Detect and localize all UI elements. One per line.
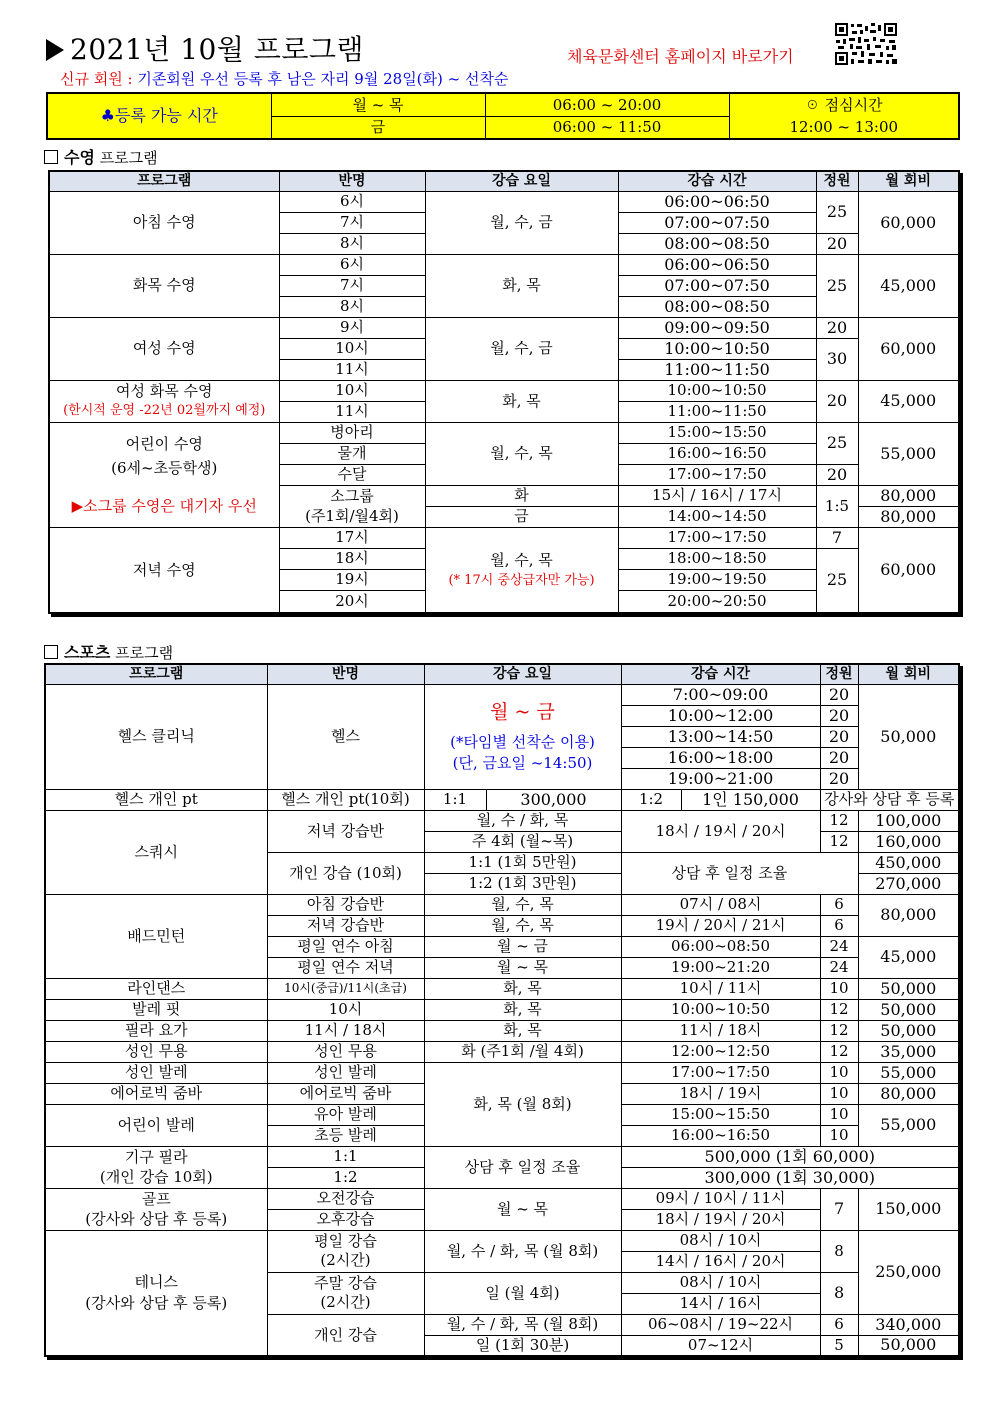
section-title-rest: 프로그램 [110,644,174,662]
class-name: 19시 [279,569,425,590]
program-name: 어린이 발레 [45,1104,267,1146]
col-header: 강습 요일 [425,171,618,191]
program-name: 성인 발레 [45,1062,267,1083]
class-name: 소그룹 [279,485,425,506]
class-time: 06:00~06:50 [618,191,816,212]
class-days: 화, 목 [424,1020,621,1041]
tennis-class: 주말 강습 [314,1273,377,1292]
class-time: 11:00~11:50 [618,401,816,422]
class-name [267,1230,424,1272]
class-name: 성인 발레 [267,1062,424,1083]
class-days: 월, 수, 목 [424,915,621,936]
class-time: 10:00~12:00 [621,705,820,726]
class-name: 초등 발레 [267,1125,424,1146]
class-name: 10시 [279,338,425,359]
class-days: 1:1 (1회 5만원) [424,852,621,873]
program-sub: (개인 강습 10회) [45,1167,267,1188]
class-name: 10시 [279,380,425,401]
class-name: 8시 [279,233,425,254]
monthly-fee: 450,000 [858,852,959,873]
class-time: 07:00~07:50 [618,275,816,296]
monthly-fee: 50,000 [858,684,959,789]
capacity: 6 [820,915,858,936]
monthly-fee: 80,000 [858,1083,959,1104]
class-time: 06~08시 / 19~22시 [621,1314,820,1335]
class-name: 11시 [279,401,425,422]
pt-ratio: 1:1 [424,789,486,810]
reg-days: 월 ~ 목 [271,93,485,116]
page-title [46,28,364,68]
class-time [621,852,858,894]
program-name: 배드민턴 [45,894,267,978]
sports-program-table [44,663,960,1357]
class-days: 화, 목 (월 8회) [424,1062,621,1146]
class-name: 오후강습 [267,1209,424,1230]
class-time: 08:00~08:50 [618,296,816,317]
col-header: 월 회비 [858,664,959,684]
capacity: 25 [816,548,858,613]
class-time: 07:00~07:50 [618,212,816,233]
class-days: 주 4회 (월~목) [424,831,621,852]
class-name: 11시 / 18시 [267,1020,424,1041]
registration-label: ♣등록 가능 시간 [47,93,271,139]
class-time: 19:00~21:00 [621,768,820,789]
capacity: 8 [820,1272,858,1314]
capacity: 25 [816,254,858,317]
program-name: 스쿼시 [45,810,267,894]
class-days: 화, 목 [425,254,618,317]
monthly-fee: 100,000 [858,810,959,831]
health-note: (단, 금요일 ~14:50) [452,753,593,772]
class-days: 화 (주1회 /월 4회) [424,1041,621,1062]
program-name: 헬스 개인 pt [45,789,267,810]
class-name: 10시(중급)/11시(초급) [267,978,424,999]
monthly-fee: 50,000 [858,999,959,1020]
triangle-icon [46,39,64,61]
class-time: 10:00~10:50 [618,380,816,401]
monthly-fee: 150,000 [858,1188,959,1230]
class-time: 18시 / 19시 / 20시 [621,810,820,852]
capacity: 20 [820,768,858,789]
capacity: 10 [820,1062,858,1083]
class-name: 수달 [279,464,425,485]
class-time: 09시 / 10시 / 11시 [621,1188,820,1209]
class-time: 13:00~14:50 [621,726,820,747]
monthly-fee: 340,000 [858,1314,959,1335]
pt-price: 300,000 [486,789,621,810]
class-days: 월 ~ 목 [424,957,621,978]
class-time: 08시 / 10시 [621,1230,820,1251]
capacity: 7 [816,527,858,548]
section-title: 스포츠 [64,643,111,662]
program-name [49,422,279,527]
capacity: 20 [820,747,858,768]
class-time: 10시 / 11시 [621,978,820,999]
monthly-fee: 강사와 상담 후 등록 [820,789,959,810]
evening-days: 월, 수, 목 [490,550,553,569]
lunch-time: 12:00 ~ 13:00 [729,116,959,139]
class-days: 1:2 (1회 3만원) [424,873,621,894]
class-time: 15시 / 16시 / 17시 [618,485,816,506]
class-name: 11시 [279,359,425,380]
class-time: 14시 / 16시 [621,1293,820,1314]
capacity: 12 [820,810,858,831]
class-name: 7시 [279,212,425,233]
program-note: (한시적 운영 -22년 02월까지 예정) [49,401,279,422]
col-header: 강습 요일 [424,664,621,684]
program-name: 화목 수영 [49,254,279,317]
class-name: 저녁 강습반 [267,915,424,936]
program-name: 발레 핏 [45,999,267,1020]
class-name: 아침 강습반 [267,894,424,915]
class-days: 금 [425,506,618,527]
class-name: 오전강습 [267,1188,424,1209]
swim-section-heading [44,145,158,168]
capacity: 8 [820,1230,858,1272]
program-name: 여성 수영 [49,317,279,380]
class-days: 화, 목 [424,999,621,1020]
class-days [425,527,618,613]
monthly-fee: 55,000 [858,1104,959,1146]
pt-price: 1인 150,000 [681,789,820,810]
class-name: 평일 연수 저녁 [267,957,424,978]
lesson-price: 500,000 (1회 60,000) [621,1146,959,1167]
class-name: 7시 [279,275,425,296]
class-days: 월 ~ 목 [424,1188,621,1230]
class-time: 14시 / 16시 / 20시 [621,1251,820,1272]
class-name: 성인 무용 [267,1041,424,1062]
class-name: 1:2 [267,1167,424,1188]
swim-program-table [48,170,960,614]
class-time: 15:00~15:50 [621,1104,820,1125]
schedule-note: 상담 후 일정 조율 [671,863,788,882]
monthly-fee: 50,000 [858,978,959,999]
monthly-fee: 45,000 [858,380,959,422]
evening-note: (* 17시 중상급자만 가능) [448,573,595,589]
reg-time: 06:00 ~ 20:00 [485,93,729,116]
col-header: 정원 [820,664,858,684]
class-name: 8시 [279,296,425,317]
class-name: 개인 강습 [267,1314,424,1356]
col-header: 강습 시간 [621,664,820,684]
class-time: 16:00~16:50 [618,443,816,464]
capacity: 12 [820,1020,858,1041]
capacity: 24 [820,936,858,957]
capacity: 6 [820,894,858,915]
col-header: 강습 시간 [618,171,816,191]
monthly-fee: 60,000 [858,191,959,254]
lunch-label: ☉ 점심시간 [729,93,959,116]
monthly-fee: 160,000 [858,831,959,852]
class-time: 10:00~10:50 [618,338,816,359]
capacity: 7 [820,1188,858,1230]
capacity: 30 [816,338,858,380]
class-time: 18:00~18:50 [618,548,816,569]
class-time: 14:00~14:50 [618,506,816,527]
monthly-fee: 80,000 [858,485,959,506]
qr-code-icon[interactable] [834,22,898,66]
monthly-fee: 80,000 [858,506,959,527]
monthly-fee: 45,000 [858,936,959,978]
notice-text: 기존회원 우선 등록 후 남은 자리 9월 28일(화) ~ 선착순 [137,70,509,88]
class-time: 16:00~16:50 [621,1125,820,1146]
class-time: 11시 / 18시 [621,1020,820,1041]
capacity: 12 [820,1041,858,1062]
capacity: 10 [820,978,858,999]
class-name: 헬스 개인 pt(10회) [267,789,424,810]
class-time: 18시 / 19시 [621,1083,820,1104]
class-days: 월, 수, 목 [425,422,618,485]
class-name: 병아리 [279,422,425,443]
class-name: 에어로빅 줌바 [267,1083,424,1104]
class-name [267,1272,424,1314]
class-time: 06:00~08:50 [621,936,820,957]
capacity: 20 [816,317,858,338]
reg-time: 06:00 ~ 11:50 [485,116,729,139]
class-name-sub: (주1회/월4회) [279,506,425,527]
monthly-fee: 55,000 [858,422,959,485]
program-name: 라인댄스 [45,978,267,999]
class-time: 15:00~15:50 [618,422,816,443]
class-name: 17시 [279,527,425,548]
class-name: 1:1 [267,1146,424,1167]
class-time: 08시 / 10시 [621,1272,820,1293]
monthly-fee: 60,000 [858,317,959,380]
class-days: 월, 수 / 화, 목 (월 8회) [424,1314,621,1335]
class-time: 12:00~12:50 [621,1041,820,1062]
class-time: 17:00~17:50 [621,1062,820,1083]
col-header: 월 회비 [858,171,959,191]
col-header: 반명 [279,171,425,191]
capacity: 20 [820,726,858,747]
title-text: 2021년 10월 프로그램 [70,33,364,66]
class-name: 개인 강습 (10회) [267,852,424,894]
monthly-fee: 50,000 [858,1020,959,1041]
program-sub: (강사와 상담 후 등록) [45,1209,267,1230]
class-time: 11:00~11:50 [618,359,816,380]
tennis-class: 평일 강습 [314,1231,377,1250]
program-name: 저녁 수영 [49,527,279,613]
class-name: 저녁 강습반 [267,810,424,852]
capacity: 5 [820,1335,858,1356]
capacity: 25 [816,422,858,464]
tennis-sub: (강사와 상담 후 등록) [85,1293,228,1312]
capacity: 12 [820,831,858,852]
class-days: 일 (월 4회) [424,1272,621,1314]
monthly-fee: 35,000 [858,1041,959,1062]
monthly-fee: 50,000 [858,1335,959,1356]
checkbox-icon [44,645,58,659]
class-days: 일 (1회 30분) [424,1335,621,1356]
col-header: 정원 [816,171,858,191]
section-title-rest: 프로그램 [94,149,158,167]
program-name: 성인 무용 [45,1041,267,1062]
capacity: 20 [816,380,858,422]
class-time: 7:00~09:00 [621,684,820,705]
class-time: 17:00~17:50 [618,527,816,548]
class-days: 화, 목 [424,978,621,999]
program-name [45,1230,267,1356]
notice-label: 신규 회원 : [60,70,138,88]
capacity: 1:5 [816,485,858,527]
program-name: 여성 화목 수영 [49,380,279,401]
program-name: 골프 [45,1188,267,1209]
registration-notice [60,68,508,89]
capacity: 25 [816,191,858,233]
program-name: 헬스 클리닉 [45,684,267,789]
class-name: 9시 [279,317,425,338]
capacity: 20 [820,684,858,705]
class-time: 08:00~08:50 [618,233,816,254]
class-days: 월, 수 / 화, 목 (월 8회) [424,1230,621,1272]
class-days: 월 ~ 금 [424,936,621,957]
reg-days: 금 [271,116,485,139]
section-title: 수영 [64,148,95,167]
class-name: 10시 [267,999,424,1020]
capacity: 10 [820,1125,858,1146]
class-name: 물개 [279,443,425,464]
registration-hours-table [46,92,960,140]
monthly-fee: 45,000 [858,254,959,317]
monthly-fee: 60,000 [858,527,959,613]
program-name: 기구 필라 [45,1146,267,1167]
class-days: 화, 목 [425,380,618,422]
capacity: 12 [820,999,858,1020]
capacity: 20 [816,464,858,485]
tennis-class-sub: (2시간) [320,1251,371,1269]
class-time: 19:00~19:50 [618,569,816,590]
col-header: 프로그램 [45,664,267,684]
class-days: 화 [425,485,618,506]
sports-section-heading [44,640,173,663]
program-name: 필라 요가 [45,1020,267,1041]
class-name: 6시 [279,191,425,212]
class-days: 월, 수, 금 [425,317,618,380]
checkbox-icon [44,150,58,164]
capacity: 24 [820,957,858,978]
health-note: (*타임별 선착순 이용) [450,732,595,751]
class-name: 18시 [279,548,425,569]
class-name: 20시 [279,590,425,613]
class-days [424,684,621,789]
class-name: 유아 발레 [267,1104,424,1125]
lesson-price: 300,000 (1회 30,000) [621,1167,959,1188]
monthly-fee: 55,000 [858,1062,959,1083]
class-time: 19시 / 20시 / 21시 [621,915,820,936]
kids-swim-name: 어린이 수영 [125,434,203,453]
class-time: 19:00~21:20 [621,957,820,978]
tennis-name: 테니스 [134,1272,178,1291]
pt-ratio: 1:2 [621,789,681,810]
class-time: 07시 / 08시 [621,894,820,915]
kids-swim-age: (6세~초등학생) [111,458,218,477]
class-days: 상담 후 일정 조율 [424,1146,621,1188]
capacity: 20 [816,233,858,254]
class-time: 20:00~20:50 [618,590,816,613]
col-header: 프로그램 [49,171,279,191]
small-group-note: ▶소그룹 수영은 대기자 우선 [71,496,257,515]
capacity: 10 [820,1104,858,1125]
class-time: 09:00~09:50 [618,317,816,338]
class-name: 헬스 [267,684,424,789]
class-days: 월, 수, 목 [424,894,621,915]
class-name: 6시 [279,254,425,275]
class-name: 평일 연수 아침 [267,936,424,957]
program-name: 아침 수영 [49,191,279,254]
monthly-fee: 80,000 [858,894,959,936]
col-header: 반명 [267,664,424,684]
tennis-class-sub: (2시간) [320,1293,371,1311]
class-time: 16:00~18:00 [621,747,820,768]
class-time: 07~12시 [621,1335,820,1356]
program-name: 에어로빅 줌바 [45,1083,267,1104]
class-days: 월, 수 / 화, 목 [424,810,621,831]
capacity: 20 [820,705,858,726]
class-time: 17:00~17:50 [618,464,816,485]
health-days: 월 ~ 금 [490,701,555,724]
class-days: 월, 수, 금 [425,191,618,254]
class-time: 18시 / 19시 / 20시 [621,1209,820,1230]
capacity: 6 [820,1314,858,1335]
capacity: 10 [820,1083,858,1104]
class-time: 10:00~10:50 [621,999,820,1020]
class-time: 06:00~06:50 [618,254,816,275]
monthly-fee: 270,000 [858,873,959,894]
monthly-fee: 250,000 [858,1230,959,1314]
homepage-link[interactable]: 체육문화센터 홈페이지 바로가기 [567,47,794,66]
